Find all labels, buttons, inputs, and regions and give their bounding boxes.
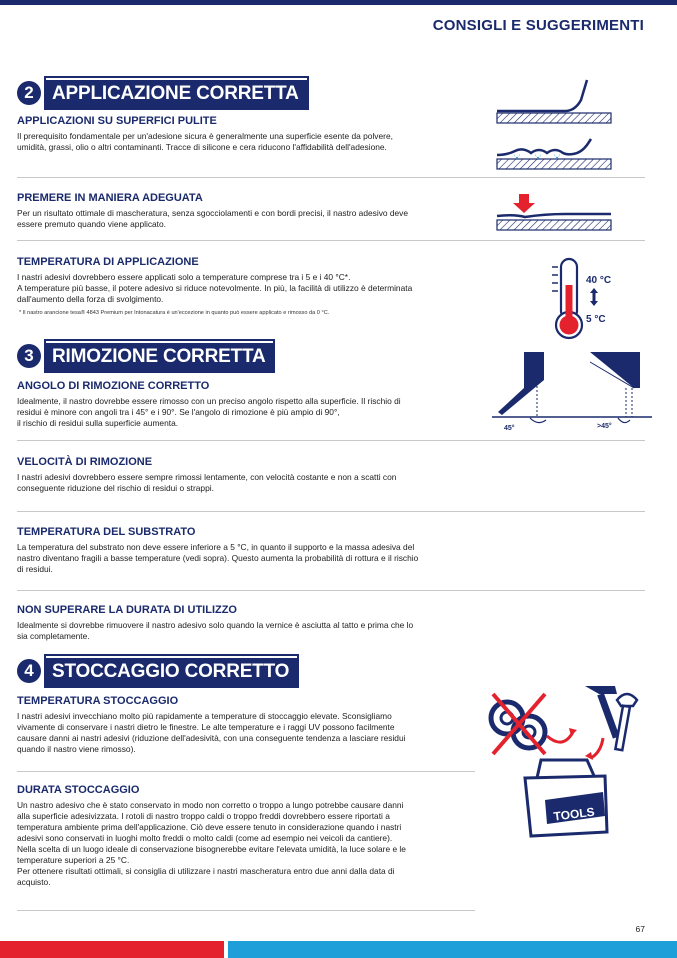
divider (17, 177, 645, 178)
press-tape-illustration (495, 192, 615, 237)
divider (17, 511, 645, 512)
page-number: 67 (635, 924, 645, 934)
footer-red-bar (0, 941, 224, 958)
paragraph (17, 472, 396, 494)
paragraph (17, 711, 406, 755)
section-number: 4 (17, 659, 41, 683)
thermometer-low-label: 5 °C (586, 314, 606, 325)
text-line: acquisto. (17, 877, 51, 887)
subheading: NON SUPERARE LA DURATA DI UTILIZZO (17, 604, 237, 616)
text-line: nastro diventano fragili a basse temperature (vedi sopra). Questo aumenta la probabilità di rottura e il rischio (17, 553, 419, 563)
text-line: alla superficie adesivizzata. I rotoli di nastro troppo caldi o troppo freddi dovrebbero essere riportati a (17, 811, 390, 821)
angle-label: 45° (504, 425, 515, 432)
subheading: TEMPERATURA DI APPLICAZIONE (17, 256, 199, 268)
thermometer-icon (548, 255, 628, 345)
subheading: DURATA STOCCAGGIO (17, 784, 140, 796)
tape-contaminated-surface-illustration (495, 137, 615, 177)
text-line: il rischio di residui sulla superficie aumenta. (17, 418, 179, 428)
header-title: CONSIGLI E SUGGERIMENTI (432, 17, 644, 34)
text-line: I nastri adesivi dovrebbero essere sempre rimossi lentamente, con velocità costante e non a scatti con (17, 472, 397, 482)
divider (17, 590, 645, 591)
paragraph (17, 542, 418, 575)
text-line: Per ottenere risultati ottimali, si consiglia di utilizzare i nastri mascheratura entro due anni dalla data di (17, 866, 395, 876)
text-line: adesivi sono conservati in luoghi molto freddi o molto caldi (come ad esempio nei veicoli da cantiere). (17, 833, 393, 843)
section-title: STOCCAGGIO CORRETTO (46, 656, 297, 686)
text-line: causare danni ai nastri adesivi (riduzione dell'adesività, con una conseguente tendenza a lasciare residui (17, 733, 406, 743)
angle-label: >45° (597, 423, 612, 430)
text-line: Il prerequisito fondamentale per un'adesione sicura è generalmente una superficie esente da polvere, (17, 131, 393, 141)
wrench-icon (615, 694, 637, 750)
section-3-header (17, 341, 273, 371)
subheading: TEMPERATURA DEL SUBSTRATO (17, 526, 196, 538)
paragraph (17, 800, 406, 888)
text-line: vivamente di conservare i nastri dietro le finestre. Le alte temperature e i raggi UV possono facilmente (17, 722, 395, 732)
section-title: RIMOZIONE CORRETTA (46, 341, 273, 371)
footer-blue-bar (228, 941, 677, 958)
subheading: VELOCITÀ DI RIMOZIONE (17, 456, 153, 468)
paragraph (17, 131, 393, 153)
thermometer-high-label: 40 °C (586, 275, 612, 286)
hammer-icon (585, 686, 620, 739)
text-line: La temperatura del substrato non deve essere inferiore a 5 °C, in quanto il supporto e la massa adesiva del (17, 542, 415, 552)
section-4-header (17, 656, 297, 686)
text-line: di residui. (17, 564, 53, 574)
text-line: quando il nastro viene rimosso). (17, 744, 136, 754)
text-line: I nastri adesivi invecchiano molto più rapidamente a temperature di stoccaggio elevate. Sconsigliamo (17, 711, 392, 721)
text-line: residui è minore con angoli tra i 45° e i 90°. Se l'angolo di rimozione è più ampio di 90°, (17, 407, 340, 417)
toolbox-label: TOOLS (552, 804, 596, 824)
text-line: essere premuto quando viene applicato. (17, 219, 166, 229)
section-number: 2 (17, 81, 41, 105)
paragraph (17, 272, 412, 305)
subheading: ANGOLO DI RIMOZIONE CORRETTO (17, 380, 210, 392)
text-line: Nella scelta di un luogo ideale di conservazione bisognerebbe evitare l'elevata umidità, la luce solare e le (17, 844, 406, 854)
divider (17, 771, 475, 772)
text-line: sia completamente. (17, 631, 90, 641)
text-line: temperature superiori a 25 °C. (17, 855, 130, 865)
subheading: PREMERE IN MANIERA ADEGUATA (17, 192, 203, 204)
text-line: I nastri adesivi dovrebbero essere applicati solo a temperature comprese tra i 5 e i 40 °C*. (17, 272, 351, 282)
divider (17, 240, 645, 241)
text-line: Per un risultato ottimale di mascheratura, senza sgocciolamenti e con bordi precisi, il nastro adesivo deve (17, 208, 409, 218)
subheading: TEMPERATURA STOCCAGGIO (17, 695, 179, 707)
text-line: umidità, grassi, olio o altri contaminanti. Tracce di silicone e cera riducono l'affidabilità dell'adesione. (17, 142, 387, 152)
section-2-header (17, 78, 307, 108)
storage-toolbox-illustration (485, 680, 645, 840)
text-line: Idealmente, il nastro dovrebbe essere rimosso con un preciso angolo rispetto alla superficie. Il rischio di (17, 396, 401, 406)
divider (17, 910, 475, 911)
top-bar (0, 0, 677, 5)
divider (17, 440, 645, 441)
footnote: * Il nastro arancione tesa® 4843 Premium per Intonacatura è un'eccezione in quanto può essere applicato e rimosso da 0 °C. (19, 310, 330, 316)
section-number: 3 (17, 344, 41, 368)
text-line: A temperature più basse, il potere adesivo si riduce notevolmente. In più, la facilità di utilizzo è determinata (17, 283, 413, 293)
section-title: APPLICAZIONE CORRETTA (46, 78, 307, 108)
text-line: Idealmente si dovrebbe rimuovere il nastro adesivo solo quando la vernice è asciutta al tatto e prima che lo (17, 620, 414, 630)
text-line: dall'aumento della forza di svolgimento. (17, 294, 164, 304)
subheading: APPLICAZIONI SU SUPERFICI PULITE (17, 115, 217, 127)
tape-clean-surface-illustration (495, 78, 615, 128)
paragraph (17, 396, 401, 429)
paragraph (17, 620, 413, 642)
removal-angle-illustration (492, 350, 652, 435)
text-line: Un nastro adesivo che è stato conservato in modo non corretto o troppo a lungo potrebbe causare danni (17, 800, 404, 810)
text-line: temperatura ambiente prima dell'applicazione. Ciò deve essere tenuto in considerazione quando i nastri (17, 822, 402, 832)
text-line: conseguente riduzione del rischio di residui o strappi. (17, 483, 214, 493)
paragraph (17, 208, 408, 230)
